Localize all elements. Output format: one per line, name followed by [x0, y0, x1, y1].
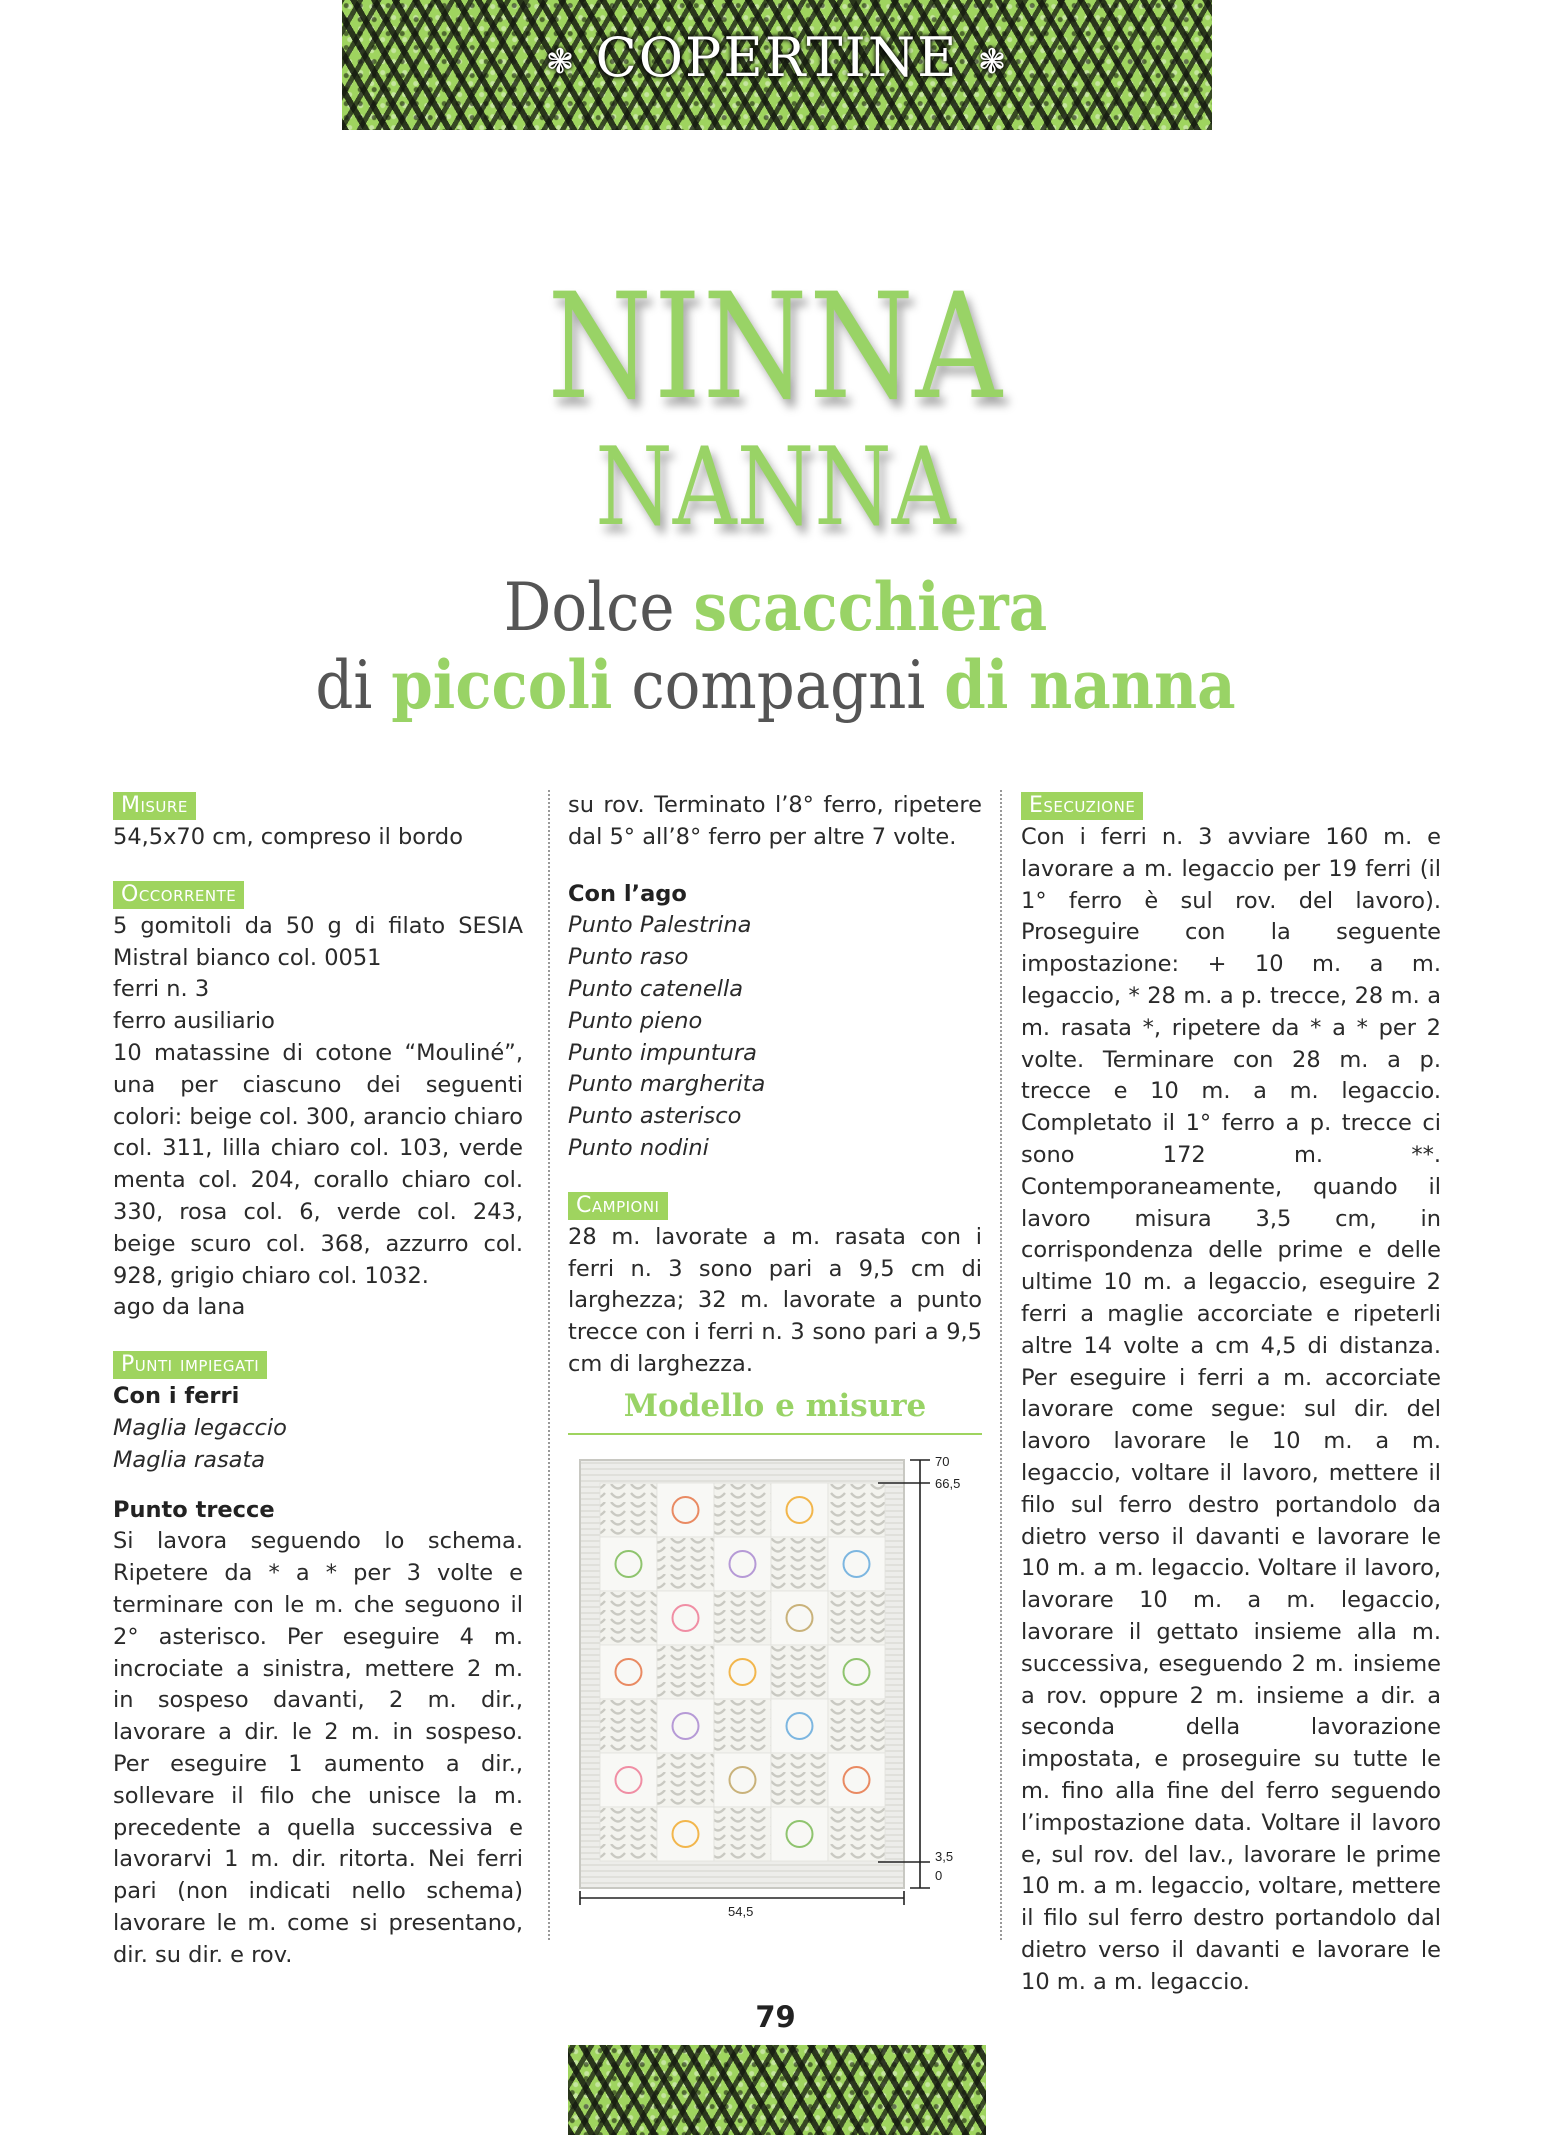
cable-square [714, 1591, 771, 1645]
subtitle-highlight: di nanna [944, 646, 1236, 724]
section-label [342, 26, 1212, 89]
section-heading: Punti impiegati [113, 1351, 267, 1379]
trecce-continued [568, 790, 982, 854]
dimension-label: 3,5 [935, 1849, 954, 1864]
subheading: Con l’ago [568, 880, 687, 907]
subheading: Con i ferri [113, 1383, 240, 1410]
section-heading: Esecuzione [1021, 792, 1143, 820]
misure-section [113, 790, 523, 854]
occorrente-text: 5 gomitoli da 50 g di filato SESIA Mistral bianco col. 0051 [113, 912, 523, 971]
flower-icon: ❃ [545, 42, 577, 82]
diagram-rule [568, 1433, 982, 1435]
footer-banner [568, 2045, 986, 2135]
dimension-label: 66,5 [935, 1476, 961, 1491]
esecuzione-text: Con i ferri n. 3 avviare 160 m. e lavorare a m. legaccio per 19 ferri (il 1° ferro è sul rov. del lavoro). Proseguire con la seguente impostazione: + 10 m. a m. legaccio, * 28 m. a p. trecce, 28 m. a m. rasata *, ripetere da * a * per 2 volte. Terminare con 28 m. a p. trecce e 10 m. a m. legaccio. Completato il 1° ferro a p. trecce ci sono 172 m. **. Contemporaneamente, quando il lavoro misura 3,5 cm, in corrispondenza delle prime e delle ultime 10 m. a legaccio, eseguire 2 ferri a maglie accorciate e ripeterli altre 14 volte a cm 4,5 di distanza. Per eseguire i ferri a m. accorciate lavorare come segue: sul dir. del lavoro lavorare le 10 m. a m. legaccio, voltare il lavoro, mettere il filo sul ferro destro portandolo da dietro verso il davanti e lavorare le 10 m. a m. legaccio. Voltare il lavoro, lavorare 10 m. a m. legaccio, lavorare il gettato insieme alla m. successiva, eseguendo 2 m. insieme a rov. oppure 2 m. insieme a dir. a seconda della lavorazione impostata, e proseguire su tutte le m. fino alla fine del ferro seguendo l’impostazione data. Voltare il lavoro e, sul rov. del lav., lavorare le prime 10 m. a m. legaccio, voltare, mettere il filo sul ferro destro portandolo dal dietro verso il davanti e lavorare le 10 m. a m. legaccio. [1021, 824, 1441, 1995]
column-middle [568, 790, 982, 1406]
subtitle-line-2 [78, 646, 1474, 724]
cable-square [714, 1483, 771, 1537]
section-banner [342, 0, 1212, 130]
stitch-name: Punto raso [568, 944, 689, 971]
stitch-name: Punto asterisco [568, 1103, 742, 1130]
motif-square [771, 1483, 828, 1537]
blanket-diagram [568, 1448, 982, 1918]
cable-square [714, 1699, 771, 1753]
list-item: ferri n. 3 [113, 976, 210, 1003]
motif-square [600, 1753, 657, 1807]
flower-icon: ❃ [977, 42, 1009, 82]
motif-square [771, 1699, 828, 1753]
column-left [113, 790, 523, 1972]
subtitle-line-1 [78, 568, 1474, 646]
cable-square [828, 1699, 885, 1753]
ago-section [568, 879, 982, 1165]
column-divider [1000, 790, 1002, 1940]
dimension-label: 0 [935, 1868, 943, 1883]
stitch-name: Punto catenella [568, 975, 744, 1002]
motif-square [714, 1645, 771, 1699]
stitch-name: Punto margherita [568, 1071, 766, 1098]
list-item: 10 matassine di cotone “Mouliné”, una per ciascuno dei seguenti colori: beige col. 300, arancio chiaro col. 311, lilla chiaro col. 103, verde menta col. 204, corallo chiaro col. 330, rosa col. 6, verde col. 243, beige scuro col. 368, azzurro col. 928, grigio chiaro col. 1032. [113, 1039, 523, 1289]
subtitle-text: compagni [612, 647, 945, 724]
cable-square [714, 1807, 771, 1861]
campioni-section [568, 1190, 982, 1381]
trecce-text-continued: su rov. Terminato l’8° ferro, ripetere dal 5° all’8° ferro per altre 7 volte. [568, 792, 982, 850]
list-item: ferro ausiliario [113, 1008, 275, 1035]
cable-square [600, 1483, 657, 1537]
cable-square [828, 1591, 885, 1645]
diagram-title: Modello e misure [623, 1388, 927, 1424]
dimension-label: 54,5 [728, 1904, 754, 1918]
cable-square [657, 1645, 714, 1699]
motif-square [657, 1699, 714, 1753]
stitch-name: Maglia legaccio [113, 1414, 287, 1441]
title-line-1: NINNA [547, 262, 1004, 432]
section-title: COPERTINE [595, 26, 959, 89]
misure-text: 54,5x70 cm, compreso il bordo [113, 824, 463, 850]
section-heading: Occorrente [113, 881, 244, 909]
trecce-text: Si lavora seguendo lo schema. Ripetere da * a * per 3 volte e terminare con le m. che seguono il 2° asterisco. Per eseguire 4 m. incrociate a sinistra, mettere 2 m. in sospeso davanti, 2 m. dir., lavorare a dir. le 2 m. in sospeso. Per eseguire 1 aumento a dir., sollevare il filo che unisce la m. precedente a quella successiva e lavorarvi 1 m. dir. ritorta. Nei ferri pari (non indicati nello schema) lavorare le m. come si presentano, dir. su dir. e rov. [113, 1528, 523, 1968]
cable-square [828, 1483, 885, 1537]
motif-square [600, 1645, 657, 1699]
cable-square [828, 1807, 885, 1861]
column-divider [548, 790, 550, 1940]
motif-square [600, 1537, 657, 1591]
dimension-label: 70 [935, 1454, 950, 1469]
section-heading: Misure [113, 792, 196, 820]
title-line-2: NANNA [595, 425, 956, 550]
subtitle-highlight: scacchiera [693, 568, 1048, 646]
motif-square [714, 1753, 771, 1807]
campioni-text: 28 m. lavorate a m. rasata con i ferri n. 3 sono pari a 9,5 cm di larghezza; 32 m. lavorate a punto trecce con i ferri n. 3 sono pari a 9,5 cm di larghezza. [568, 1223, 982, 1377]
subheading: Punto trecce [113, 1496, 275, 1523]
stitch-name: Maglia rasata [113, 1446, 266, 1473]
cable-square [771, 1645, 828, 1699]
punti-section [113, 1349, 523, 1971]
motif-square [657, 1483, 714, 1537]
cable-square [771, 1753, 828, 1807]
stitch-name: Punto impuntura [568, 1039, 757, 1066]
motif-square [714, 1537, 771, 1591]
stitch-name: Punto Palestrina [568, 912, 752, 939]
motif-square [657, 1807, 714, 1861]
column-right [1021, 790, 1441, 1998]
cable-square [771, 1537, 828, 1591]
motif-square [771, 1591, 828, 1645]
section-heading: Campioni [568, 1192, 668, 1220]
motif-square [657, 1591, 714, 1645]
cable-square [600, 1807, 657, 1861]
motif-square [828, 1645, 885, 1699]
subtitle-text: di [315, 647, 392, 724]
subtitle-highlight: piccoli [391, 646, 613, 724]
subtitle-text: Dolce [503, 569, 694, 646]
list-item: ago da lana [113, 1294, 246, 1321]
motif-square [828, 1537, 885, 1591]
cable-square [657, 1537, 714, 1591]
occorrente-section [113, 879, 523, 1324]
stitch-name: Punto nodini [568, 1134, 709, 1161]
cable-square [657, 1753, 714, 1807]
cable-square [600, 1699, 657, 1753]
cable-square [600, 1591, 657, 1645]
stitch-name: Punto pieno [568, 1007, 703, 1034]
motif-square [771, 1807, 828, 1861]
page-number: 79 [755, 2000, 796, 2034]
motif-square [828, 1753, 885, 1807]
